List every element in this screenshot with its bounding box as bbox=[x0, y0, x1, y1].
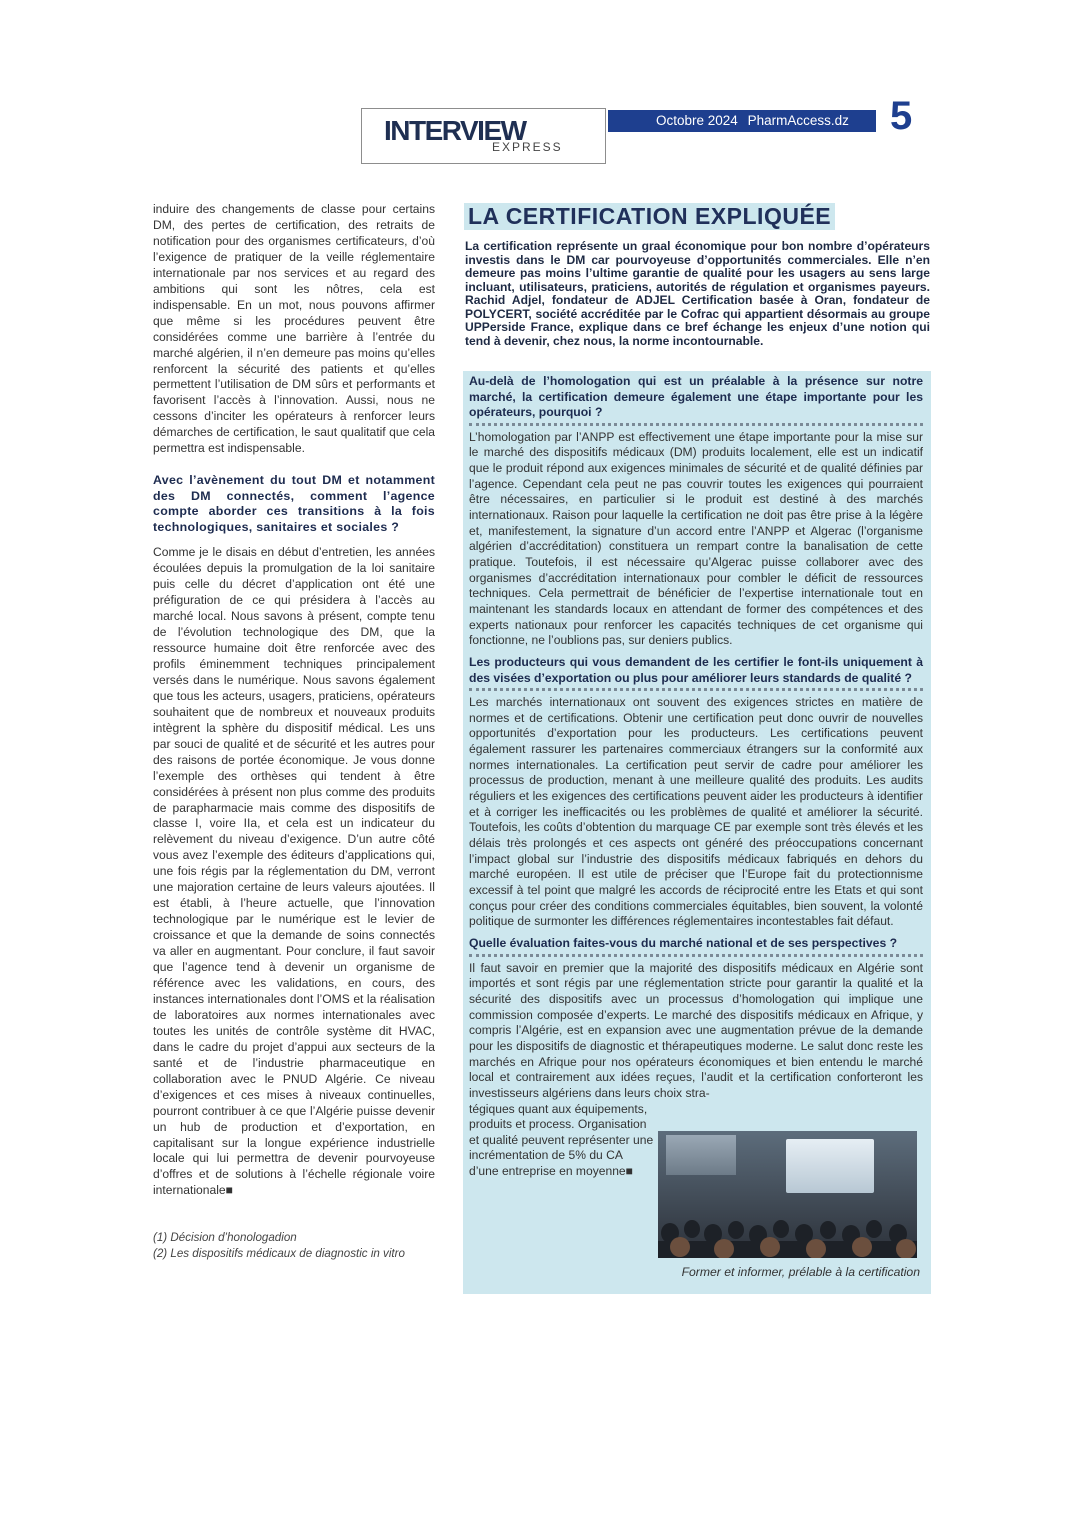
left-question: Avec l’avènement du tout DM et notamment des DM connectés, comment l’agence compte aborder ces transitions à la fois technologiques, sanitaires et sociales ? bbox=[153, 473, 435, 534]
photo-window bbox=[666, 1135, 736, 1175]
answer-1: L’homologation par l’ANPP est effectivement une étape importante pour la mise sur le marché des dispositifs médicaux (DM) produits localement, elle est un indicatif que le produit répond aux exigences minimales de sécurité et de qualité définies par l’agence. Cependant cela peut ne pas couvrir toutes les exigences qui pourraient être nécessaires, en particulier si le produit est destiné à des marchés internationaux. Raison pour laquelle la certification ne doit pas être prise à la légère et, manifestement, la signature d’un accord entre l’ANPP et Algerac (l’organisme algérien d’accréditation) constituera un rempart contre la banalisation de cette pratique. Toutefois, il est nécessaire qu’Algerac puisse collaborer avec des organismes d’accréditation internationaux pour combler le déficit de ressources techniques. Cela permettrait de bénéficier de l’expertise internationale tout en maintenant les standards locaux en attendant de former des compétences et des experts nationaux pour renforcer les capacités techniques de cet organisme qui fonctionne, ne l’oublions pas, sur deniers publics. bbox=[469, 429, 923, 648]
photo-audience bbox=[658, 1203, 917, 1258]
question-3: Quelle évaluation faites-vous du marché national et de ses perspectives ? bbox=[469, 936, 923, 957]
left-column bbox=[153, 202, 435, 1199]
answer-3-continued bbox=[469, 1102, 655, 1180]
site-name: PharmAccess.dz bbox=[747, 113, 849, 128]
question-1: Au-delà de l’homologation qui est un préalable à la présence sur notre marché, la certification demeure également une étape importante pour les opérateurs, pourquoi ? bbox=[469, 374, 923, 426]
answer-2: Les marchés internationaux ont souvent des exigences strictes en matière de normes et de certifications. Obtenir une certification peut donc ouvrir de nouvelles opportunités d’exportation pour les producteurs. Les certifications peuvent également rassurer les partenaires commerciaux étrangers sur la conformité aux normes internationales. La certification peut servir de cadre pour améliorer les processus de production, menant à une meilleure qualité des produits. Les audits réguliers et les exigences des certifications peuvent aider les producteurs à identifier et à corriger les inefficacités ou les problèmes de qualité et améliorer la sécurité. Toutefois, les coûts d’obtention du marquage CE par exemple sont très élevés et les délais très prolongés et ces aspects ont généré des préoccupations concernant l’impact global sur l’industrie des dispositifs médicaux fabriqués en dehors du marché européen. Il est utile de préciser que l’Europe fait du protectionnisme excessif à tel point que malgré les accords de réciprocité entre les Etats et qui sont conçus pour créer des conditions commerciales équitables, bien souvent, la volonté politique de surmonter les différences réglementaires incontestables fait défaut. bbox=[469, 695, 923, 929]
logo-title: INTERVIEW bbox=[384, 115, 526, 146]
left-paragraph-1: induire des changements de classe pour certains DM, des pertes de certification, des retraits de notification pour des organismes certificateurs, d’où l’exigence de pratiquer de la veille réglementaire internationale par nos services et au regard des ambitions qui sont les nôtres, cela est indispensable. En un mot, nous pouvons affirmer que même si les procédures peuvent être considérées comme une barrière à l’entrée du marché algérien, il n’en demeure pas moins qu’elles renforcent la sécurité des patients et qu’elles permettent l’utilisation de DM sûrs et performants et favorisent l’accès à l’innovation. Aussi, nous ne cessons d’inciter les opérateurs à renforcer leurs démarches de certification, le saut qualitatif que cela permettra est indispensable. bbox=[153, 202, 435, 456]
photo-caption: Former et informer, prélable à la certification bbox=[681, 1265, 920, 1279]
question-2: Les producteurs qui vous demandent de les certifier le font-ils uniquement à des visées d’exportation ou plus pour améliorer leurs standards de qualité ? bbox=[469, 655, 923, 691]
end-mark: ■ bbox=[625, 1164, 633, 1179]
answer-3-wrap-text: tégiques quant aux équipements, produits et process. Organisation et qualité peuvent représenter une incrémentation de 5% du CA d’une entreprise en moyenne bbox=[469, 1101, 654, 1179]
footnotes bbox=[153, 1230, 453, 1261]
photo-projection-screen bbox=[786, 1139, 874, 1193]
article-headline: LA CERTIFICATION EXPLIQUÉE bbox=[464, 203, 835, 230]
logo-subtitle: EXPRESS bbox=[492, 140, 563, 154]
answer-3: Il faut savoir en premier que la majorité des dispositifs médicaux en Algérie sont importés et sont régis par une réglementation stricte pour garantir la qualité et la sécurité des dispositifs avec un processus d’homologation qui implique une commission composée d’experts. Le marché des dispositifs médicaux en Afrique, y compris l’Algérie, est en expansion avec une augmentation prévue de la demande pour les dispositifs de diagnostic et thérapeutiques moderne. Le salut donc reste les marchés en Afrique pour nos opérateurs économiques et bien entendu le marché local et contrairement aux idées reçues, l’audit et la certification conforteront les investisseurs algériens dans leurs choix stra- bbox=[469, 960, 923, 1100]
article-intro: La certification représente un graal économique pour bon nombre d’opérateurs investis dans le DM car pourvoyeuse d’opportunités commerciales. Elle n’en demeure pas moins l’ultime garantie de qualité pour les usagers au sens large incluant, utilisateurs, praticiens, autorités de régulation et organismes payeurs. Rachid Adjel, fondateur de ADJEL Certification basée à Oran, fondateur de POLYCERT, société accréditée par le Cofrac qui appartient désormais au groupe UPPerside France, explique dans ce bref échange les enjeux d’une notion qui tend à devenir, chez nous, la norme incontournable. bbox=[465, 239, 930, 348]
left-paragraph-2 bbox=[153, 545, 435, 1199]
end-mark: ■ bbox=[225, 1183, 233, 1198]
footnote-1: (1) Décision d’honologadion bbox=[153, 1231, 297, 1244]
issue-date: Octobre 2024 bbox=[656, 113, 738, 128]
issue-bar bbox=[608, 110, 876, 132]
page-number: 5 bbox=[890, 94, 913, 138]
section-logo bbox=[361, 108, 606, 164]
footnote-2: (2) Les dispositifs médicaux de diagnostic in vitro bbox=[153, 1246, 405, 1260]
left-paragraph-2-text: Comme je le disais en début d’entretien, les années écoulées depuis la promulgation de la loi sanitaire puis celle du décret d’application ont été une préfiguration de ce qui présidera à l’accès au marché local. Nous savons à présent, compte tenu de l’évolution technologique des DM, que la ressource humaine doit être renforcée avec des profils éminemment techniques principalement versés dans le numérique. Nous savons également que tous les acteurs, usagers, praticiens, opérateurs souhaitent que de nombreux et nouveaux produits intègrent la sphère du dispositif médical. Les uns par souci de qualité et de sécurité et les autres pour des raisons de portée économique. Je vous donne l’exemple des orthèses qui tendent à être considérées à présent non plus comme des produits de parapharmacie mais comme des dispositifs de classe I, voire IIa, et cela est un indicateur du relèvement du niveau d’exigence. D’un autre côté vous avez l’exemple des éditeurs d’applications qui, une fois régis par la réglementation du DM, verront une majoration certaine de leurs valeurs ajoutées. Il est établi, à l’heure actuelle, que l’innovation technologique par le numérique est le levier de croissance et que la demande de soins connectés va aller en augmentant. Pour conclure, il faut savoir que l’agence tend à devenir un organisme de référence avec les validations, en cours, des instances internationales dont l’OMS et la réalisation de laboratoires aux normes internationales avec toutes les unités de contrôle système dit HVAC, dans le cadre du projet d’appui aux secteurs de la santé et de l’industrie pharmaceutique en collaboration avec le PNUD Algérie. Ce niveau d’exigences et ces mises à niveaux continuelles, pourront contribuer à ce que l’Algérie puisse devenir un hub de production et d’exportation, en capitalisant sur la longue expérience industrielle locale qui lui permettra de devenir pourvoyeuse d’offres et de solutions à l’échelle régionale voire internationale bbox=[153, 545, 435, 1198]
conference-photo bbox=[658, 1131, 917, 1258]
